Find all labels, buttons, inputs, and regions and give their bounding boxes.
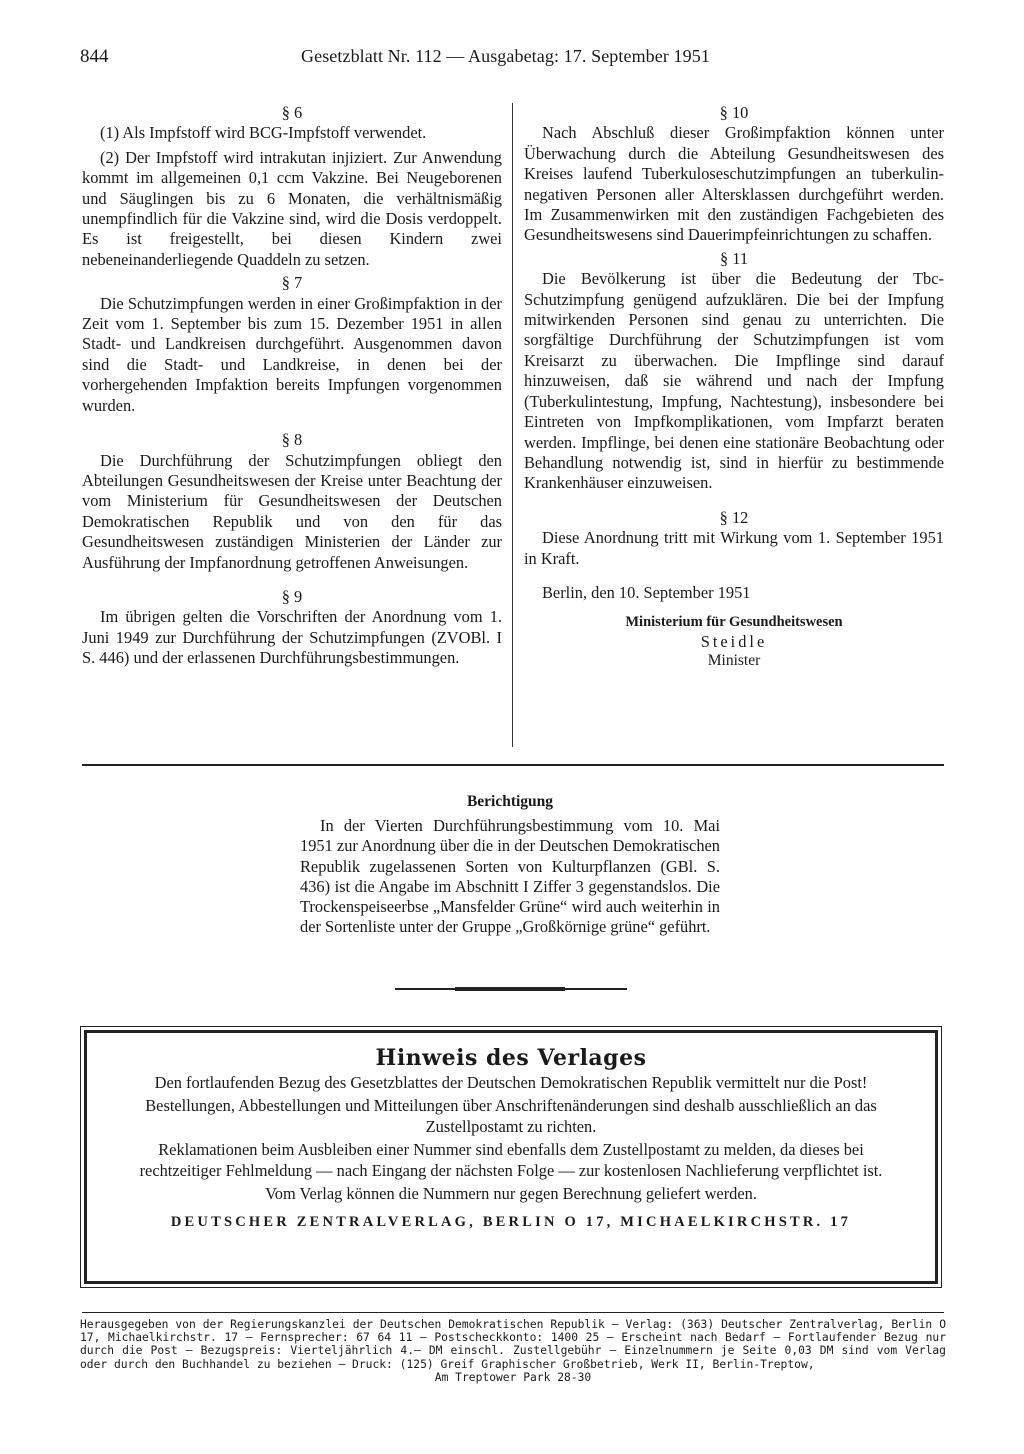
notice-title: Hinweis des Verlages — [375, 1045, 647, 1071]
section-6-para-1: (1) Als Impfstoff wird BCG-Impfstoff verwendet. — [100, 123, 427, 143]
column-divider — [512, 103, 513, 747]
section-6-para-2: (2) Der Impfstoff wird intrakutan injiziert. Zur Anwendung kommt im allgemeinen 0,1 ccm Vakzine. Bei Neugeborenen und Säuglingen bis zu 6 Monaten, die verhältnismäßig unempfindlich für die Vakzine sind, wird die Dosis verdoppelt. Es ist freigestellt, bei diesen Kindern zwei nebeneinanderliegende Quaddeln zu setzen. — [82, 147, 502, 269]
section-7-para: Die Schutzimpfungen werden in einer Großimpfaktion in der Zeit vom 1. September bis zum 15. Dezember 1951 in allen Stadt- und Landkreisen durchgeführt. Ausgenommen davon sind die Stadt- und Landkreise, in denen bei der vorhergehenden Impfaktion bereits Impfungen vorgenommen wurden. — [82, 293, 502, 415]
correction-notice — [300, 792, 720, 937]
notice-line-4: Vom Verlag können die Nummern nur gegen Berechnung geliefert werden. — [265, 1184, 757, 1204]
notice-line-2: Bestellungen, Abbestellungen und Mitteilungen über Anschriftenänderungen sind deshalb ausschließlich an das Zustellpostamt zu richten. — [145, 1096, 877, 1136]
decorative-end-rule — [395, 988, 627, 990]
section-8-para: Die Durchführung der Schutzimpfungen obliegt den Abteilungen Gesundheitswesen der Kreise unter Beachtung der vom Ministerium für Gesundheitswesen der Deutschen Demokratischen Republik und von den für das Gesundheitswesen zuständigen Ministerien der Länder zur Ausführung der Impfanordnung getroffenen Anweisungen. — [82, 450, 502, 572]
section-12-heading: § 12 — [719, 507, 749, 527]
signature-ministry: Ministerium für Gesundheitswesen — [625, 614, 843, 631]
page-number: 844 — [80, 46, 109, 67]
section-10-heading: § 10 — [719, 103, 749, 122]
section-6-heading: § 6 — [281, 103, 303, 122]
notice-line-3: Reklamationen beim Ausbleiben einer Nummer sind ebenfalls dem Zustellpostamt zu melden, da dieses bei rechtzeitiger Fehlmeldung — nach Eingang der nächsten Folge — zur kostenlosen Nachlieferung verpflichtet ist. — [139, 1140, 883, 1180]
section-11-heading: § 11 — [719, 248, 749, 268]
section-9-para: Im übrigen gelten die Vorschriften der Anordnung vom 1. Juni 1949 zur Durchführung der Schutzimpfungen (ZVOBl. I S. 446) und der erlassenen Durchführungsbestimmungen. — [82, 607, 502, 668]
imprint-text: Herausgegeben von der Regierungskanzlei der Deutschen Demokratischen Republik — Verlag: (363) Deutscher Zentralverlag, Berlin O 17, Michaelkirchstr. 17 — Fernsprecher: 67 64 11 — Postscheckkonto: 1400 25 — Erscheint nach Bedarf — Fortlaufender Bezug nur durch die Post — Bezugspreis: Vierteljährlich 4.— DM einschl. Zustellgebühr — Einzelnummern je Seite 0,03 DM sind vom Verlag oder durch den Buchhandel zu beziehen — Druck: (125) Greif Graphischer Großbetrieb, Werk II, Berlin-Treptow, — [80, 1318, 946, 1371]
signature-block — [524, 613, 944, 670]
section-9-heading: § 9 — [281, 586, 303, 606]
right-column — [524, 103, 944, 670]
signature-place-date: Berlin, den 10. September 1951 — [542, 582, 751, 602]
publisher-address: DEUTSCHER ZENTRALVERLAG, BERLIN O 17, MICHAELKIRCHSTR. 17 — [170, 1214, 852, 1231]
imprint-footer — [80, 1318, 946, 1384]
section-11-para: Die Bevölkerung ist über die Bedeutung der Tbc-Schutzimpfung genügend aufzuklären. Die bei der Impfung mitwirkenden Personen sind genau zu unterrichten. Die sorgfältige Durchführung der Schutzimpfungen ist vom Kreisarzt zu überwachen. Die Impflinge sind darauf hinzuweisen, daß sie während und nach der Impfung (Tuberkulintestung, Impfung, Nachtestung), insbesondere bei Eintreten von Impfkomplikationen, vom Impfarzt beraten werden. Impflinge, bei denen eine stationäre Beobachtung oder Behandlung notwendig ist, sind in hierfür zu bestimmende Krankenhäuser einzuweisen. — [524, 269, 944, 493]
section-separator-rule — [82, 764, 944, 766]
left-column — [82, 103, 502, 669]
section-7-heading: § 7 — [281, 273, 303, 293]
publisher-notice-box — [84, 1030, 938, 1284]
notice-line-1: Den fortlaufenden Bezug des Gesetzblattes der Deutschen Demokratischen Republik vermittelt nur die Post! — [154, 1073, 868, 1092]
section-12-para: Diese Anordnung tritt mit Wirkung vom 1. September 1951 in Kraft. — [524, 528, 944, 568]
section-8-heading: § 8 — [281, 430, 303, 450]
imprint-address-line: Am Treptower Park 28-30 — [434, 1370, 592, 1384]
page-header — [80, 46, 950, 72]
correction-title: Berichtigung — [466, 793, 554, 810]
correction-text: In der Vierten Durchführungsbestimmung vom 10. Mai 1951 zur Anordnung über die in der Deutschen Demokratischen Republik zugelassenen Sorten von Kulturpflanzen (GBl. S. 436) ist die Angabe im Abschnitt I Ziffer 3 gegenstandslos. Die Trockenspeiseerbse „Mansfelder Grüne“ wird auch weiterhin in der Sortenliste unter der Gruppe „Großkörnige grüne“ geführt. — [300, 816, 720, 937]
signature-name: Steidle — [700, 632, 768, 652]
footer-rule — [82, 1312, 944, 1313]
signature-title: Minister — [707, 652, 761, 670]
issue-title: Gesetzblatt Nr. 112 — Ausgabetag: 17. September 1951 — [301, 46, 710, 66]
section-10-para: Nach Abschluß dieser Großimpfaktion können unter Überwachung durch die Abteilung Gesundheitswesen des Kreises laufend Tuberkuloseschutzimpfungen an tuberkulin-negativen Personen aller Altersklassen durchgeführt werden. Im Zusammenwirken mit den zuständigen Fachgebieten des Gesundheitswesens sind Dauerimpfeinrichtungen zu schaffen. — [524, 123, 944, 245]
